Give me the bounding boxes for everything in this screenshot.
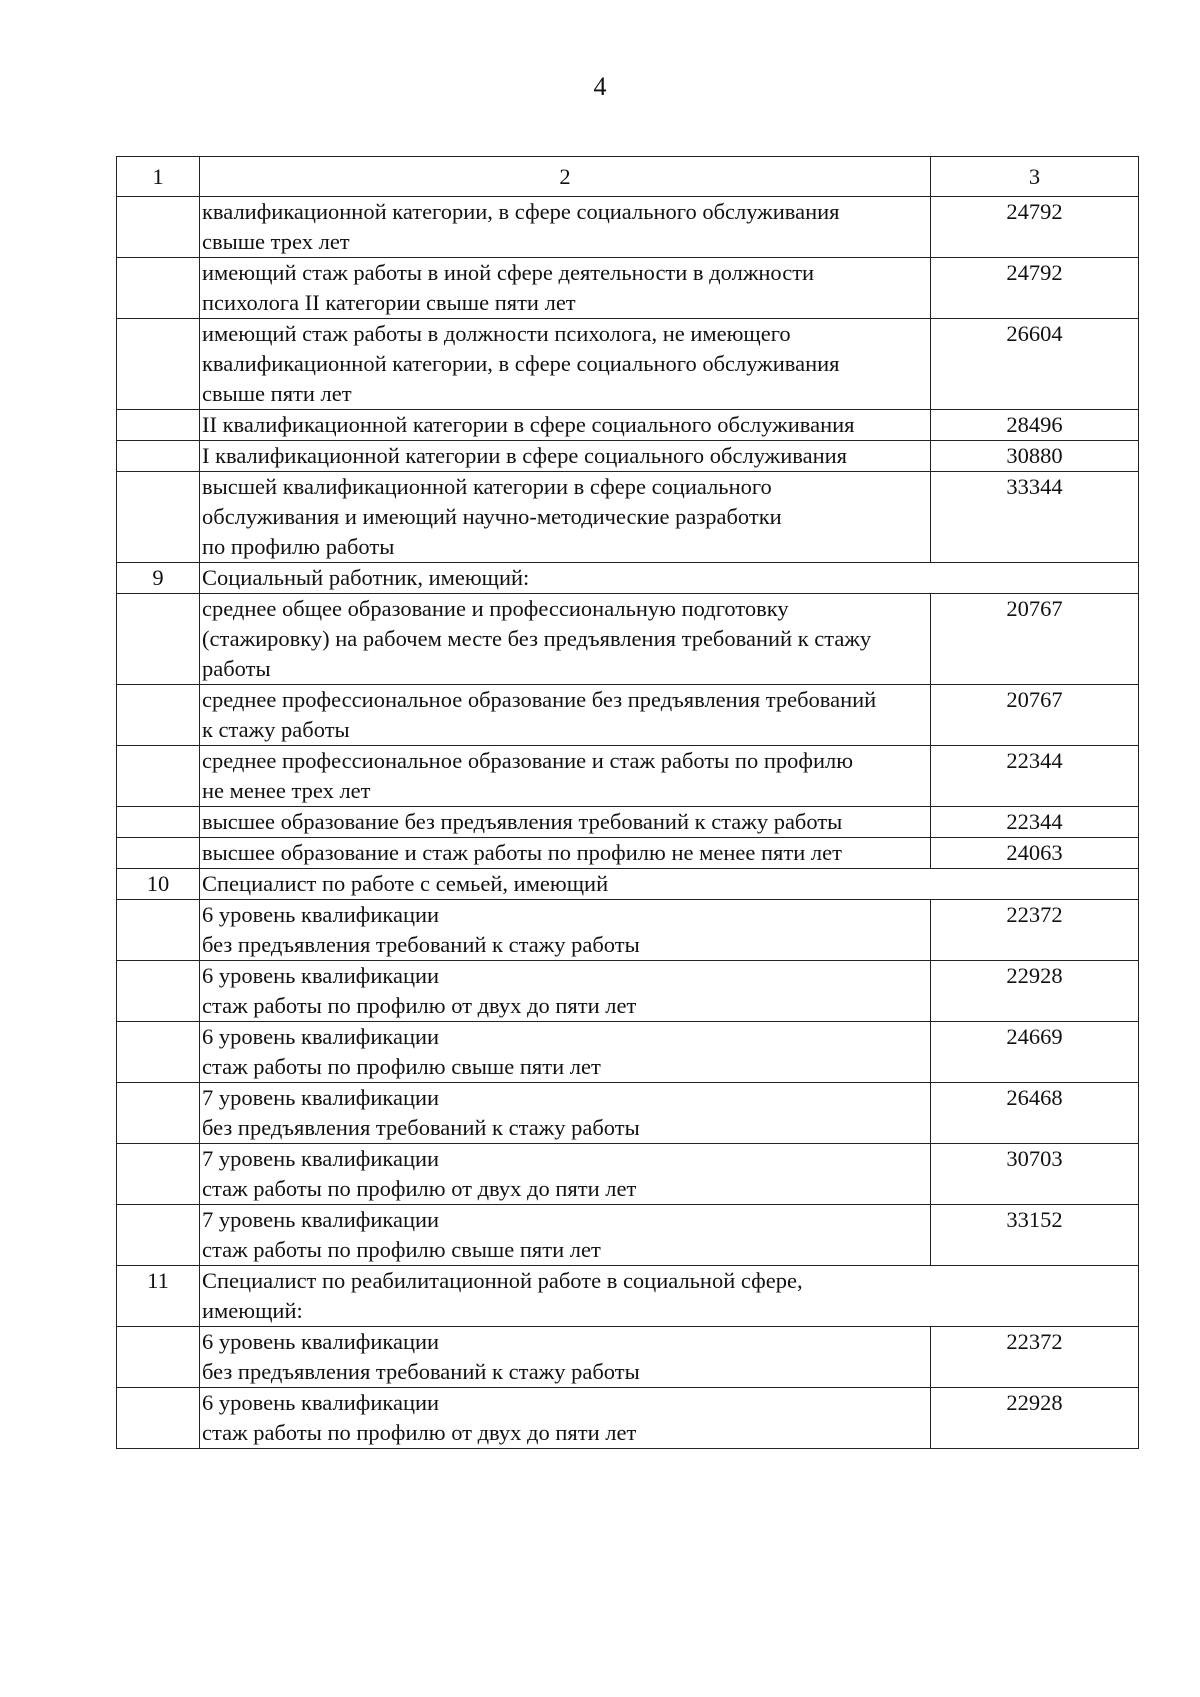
row-number [117,1022,200,1083]
description-line: свыше трех лет [202,229,350,254]
description-line: высшее образование без предъявления требований к стажу работы [202,809,843,834]
row-number [117,685,200,746]
description-line: квалификационной категории, в сфере социального обслуживания [202,199,840,224]
row-salary-value: 20767 [931,685,1139,746]
table-row [117,746,1139,807]
row-description [200,441,931,472]
row-salary-value: 26604 [931,319,1139,410]
row-description [200,1144,931,1205]
table-row [117,1327,1139,1388]
row-description [200,563,1139,594]
row-description [200,410,931,441]
row-number [117,472,200,563]
row-number [117,1205,200,1266]
row-number [117,900,200,961]
table-row [117,1205,1139,1266]
row-number [117,441,200,472]
row-salary-value: 24669 [931,1022,1139,1083]
description-line: 7 уровень квалификации [202,1207,440,1232]
description-line: 6 уровень квалификации [202,1390,440,1415]
description-line: 7 уровень квалификации [202,1085,440,1110]
header-col-1: 1 [117,157,200,197]
table-row [117,441,1139,472]
description-line: Специалист по реабилитационной работе в социальной сфере, [202,1268,803,1293]
row-description [200,1022,931,1083]
table-row [117,197,1139,258]
row-salary-value: 26468 [931,1083,1139,1144]
table-section-row [117,563,1139,594]
table-row [117,1144,1139,1205]
table-row [117,1083,1139,1144]
description-line: высшее образование и стаж работы по профилю не менее пяти лет [202,840,842,865]
row-description [200,900,931,961]
row-number [117,807,200,838]
description-line: без предъявления требований к стажу работы [202,932,640,957]
description-line: I квалификационной категории в сфере социального обслуживания [202,443,848,468]
row-description [200,807,931,838]
row-salary-value: 33344 [931,472,1139,563]
row-number [117,258,200,319]
row-salary-value: 24792 [931,258,1139,319]
header-row [117,157,1139,197]
row-number [117,961,200,1022]
description-line: II квалификационной категории в сфере социального обслуживания [202,412,855,437]
row-description [200,838,931,869]
row-number [117,319,200,410]
row-number [117,838,200,869]
row-salary-value: 20767 [931,594,1139,685]
row-salary-value: 22928 [931,961,1139,1022]
row-salary-value: 22372 [931,1327,1139,1388]
row-salary-value: 22928 [931,1388,1139,1449]
description-line: стаж работы по профилю от двух до пяти лет [202,1176,637,1201]
table-row [117,685,1139,746]
row-description [200,1327,931,1388]
row-salary-value: 24792 [931,197,1139,258]
description-line: квалификационной категории, в сфере социального обслуживания [202,351,840,376]
row-salary-value: 33152 [931,1205,1139,1266]
header-col-3: 3 [931,157,1139,197]
table-row [117,1388,1139,1449]
row-salary-value: 22372 [931,900,1139,961]
table-row [117,807,1139,838]
row-description [200,685,931,746]
description-line: психолога II категории свыше пяти лет [202,290,576,315]
description-line: обслуживания и имеющий научно-методические разработки [202,504,782,529]
row-description [200,258,931,319]
row-number [117,1144,200,1205]
header-col-2: 2 [200,157,931,197]
row-number: 11 [117,1266,200,1327]
table-row [117,410,1139,441]
row-description [200,1388,931,1449]
table-row [117,594,1139,685]
table-section-row [117,869,1139,900]
row-number [117,1327,200,1388]
row-number [117,197,200,258]
description-line: высшей квалификационной категории в сфере социального [202,474,772,499]
row-number [117,746,200,807]
description-line: 6 уровень квалификации [202,902,440,927]
description-line: среднее профессиональное образование без предъявления требований [202,687,877,712]
table-row [117,900,1139,961]
description-line: стаж работы по профилю свыше пяти лет [202,1054,601,1079]
description-line: без предъявления требований к стажу работы [202,1115,640,1140]
row-number [117,1388,200,1449]
salary-table [116,156,1139,1449]
row-salary-value: 22344 [931,807,1139,838]
description-line: работы [202,656,271,681]
table-row [117,838,1139,869]
description-line: стаж работы по профилю от двух до пяти лет [202,993,637,1018]
description-line: среднее профессиональное образование и стаж работы по профилю [202,748,854,773]
description-line: по профилю работы [202,534,395,559]
description-line: среднее общее образование и профессиональную подготовку [202,596,789,621]
description-line: Социальный работник, имеющий: [202,565,530,590]
row-description [200,746,931,807]
row-salary-value: 22344 [931,746,1139,807]
description-line: к стажу работы [202,717,350,742]
description-line: не менее трех лет [202,778,371,803]
table-row [117,961,1139,1022]
page-number: 4 [593,72,607,101]
description-line: без предъявления требований к стажу работы [202,1359,640,1384]
row-number [117,1083,200,1144]
row-description [200,319,931,410]
description-line: 7 уровень квалификации [202,1146,440,1171]
row-description [200,961,931,1022]
row-description [200,594,931,685]
description-line: 6 уровень квалификации [202,1024,440,1049]
row-salary-value: 24063 [931,838,1139,869]
description-line: свыше пяти лет [202,381,352,406]
row-number: 9 [117,563,200,594]
row-description [200,1205,931,1266]
description-line: стаж работы по профилю свыше пяти лет [202,1237,601,1262]
row-description [200,472,931,563]
table-row [117,319,1139,410]
row-description [200,1083,931,1144]
description-line: имеющий: [202,1298,303,1323]
description-line: (стажировку) на рабочем месте без предъявления требований к стажу [202,626,872,651]
table-row [117,472,1139,563]
description-line: имеющий стаж работы в должности психолога, не имеющего [202,321,791,346]
table-row [117,258,1139,319]
description-line: стаж работы по профилю от двух до пяти лет [202,1420,637,1445]
row-description [200,197,931,258]
row-number [117,410,200,441]
table-section-row [117,1266,1139,1327]
description-line: 6 уровень квалификации [202,1329,440,1354]
table-row [117,1022,1139,1083]
description-line: имеющий стаж работы в иной сфере деятельности в должности [202,260,815,285]
row-description [200,1266,1139,1327]
description-line: 6 уровень квалификации [202,963,440,988]
row-number: 10 [117,869,200,900]
row-salary-value: 30703 [931,1144,1139,1205]
row-number [117,594,200,685]
row-salary-value: 28496 [931,410,1139,441]
description-line: Специалист по работе с семьей, имеющий [202,871,609,896]
row-description [200,869,1139,900]
row-salary-value: 30880 [931,441,1139,472]
